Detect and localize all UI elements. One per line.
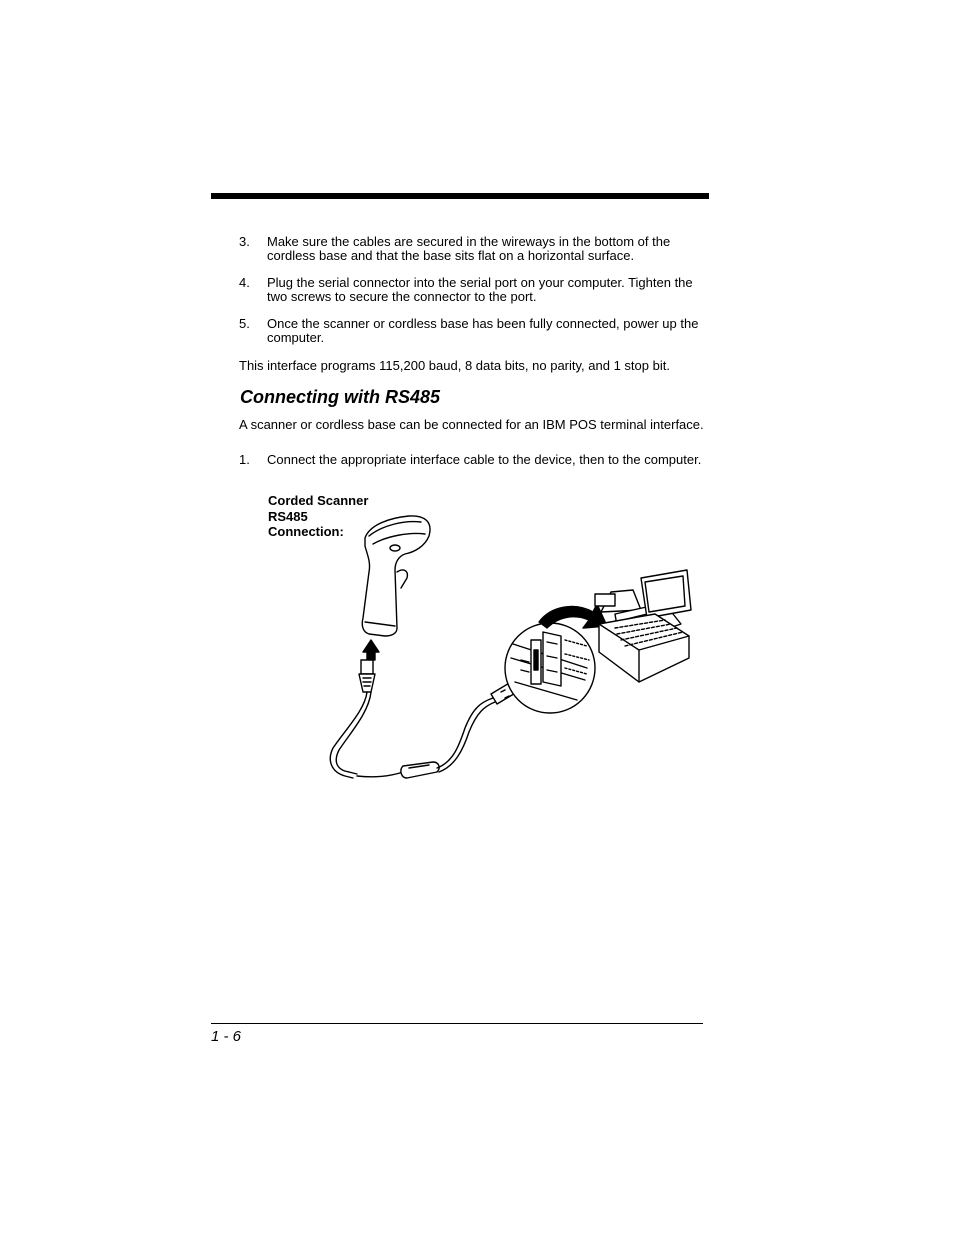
step-number: 3. (239, 234, 250, 249)
magnified-port-detail (505, 623, 595, 713)
list-item (239, 453, 705, 467)
step-number: 5. (239, 316, 250, 331)
interface-note: This interface programs 115,200 baud, 8 data bits, no parity, and 1 stop bit. (239, 358, 670, 373)
step-number: 1. (239, 452, 250, 467)
scanner-icon (362, 516, 430, 636)
list-item (239, 317, 705, 345)
list-item (239, 235, 705, 263)
section-heading: Connecting with RS485 (240, 387, 441, 407)
curved-arrow-icon (539, 604, 607, 628)
cable-line (330, 692, 367, 778)
pos-terminal-icon (595, 570, 691, 682)
caption-line: Connection: (268, 524, 344, 539)
caption-line: Corded Scanner (268, 493, 369, 508)
step-text: Plug the serial connector into the serial port on your computer. Tighten the two screws to secure the connector to the port. (267, 275, 693, 304)
caption-line: RS485 (268, 508, 308, 524)
step-number: 4. (239, 275, 250, 290)
cable-connector-icon (359, 660, 375, 692)
step-text: Make sure the cables are secured in the wireways in the bottom of the cordless base and that the base sits flat on a horizontal surface. (267, 234, 671, 263)
intro-step-list (239, 235, 705, 358)
page-number: 1 - 6 (211, 1028, 242, 1045)
section-step-list (239, 453, 705, 480)
step-text: Connect the appropriate interface cable to the device, then to the computer. (267, 452, 702, 467)
cable-module-icon (401, 762, 439, 778)
header-rule (211, 193, 709, 199)
section-intro: A scanner or cordless base can be connected for an IBM POS terminal interface. (239, 417, 704, 432)
rs485-connection-illustration (325, 510, 725, 795)
step-text: Once the scanner or cordless base has been fully connected, power up the computer. (267, 316, 699, 345)
insert-arrow-icon (363, 640, 379, 660)
footer-rule (211, 1023, 703, 1024)
list-item (239, 276, 705, 304)
